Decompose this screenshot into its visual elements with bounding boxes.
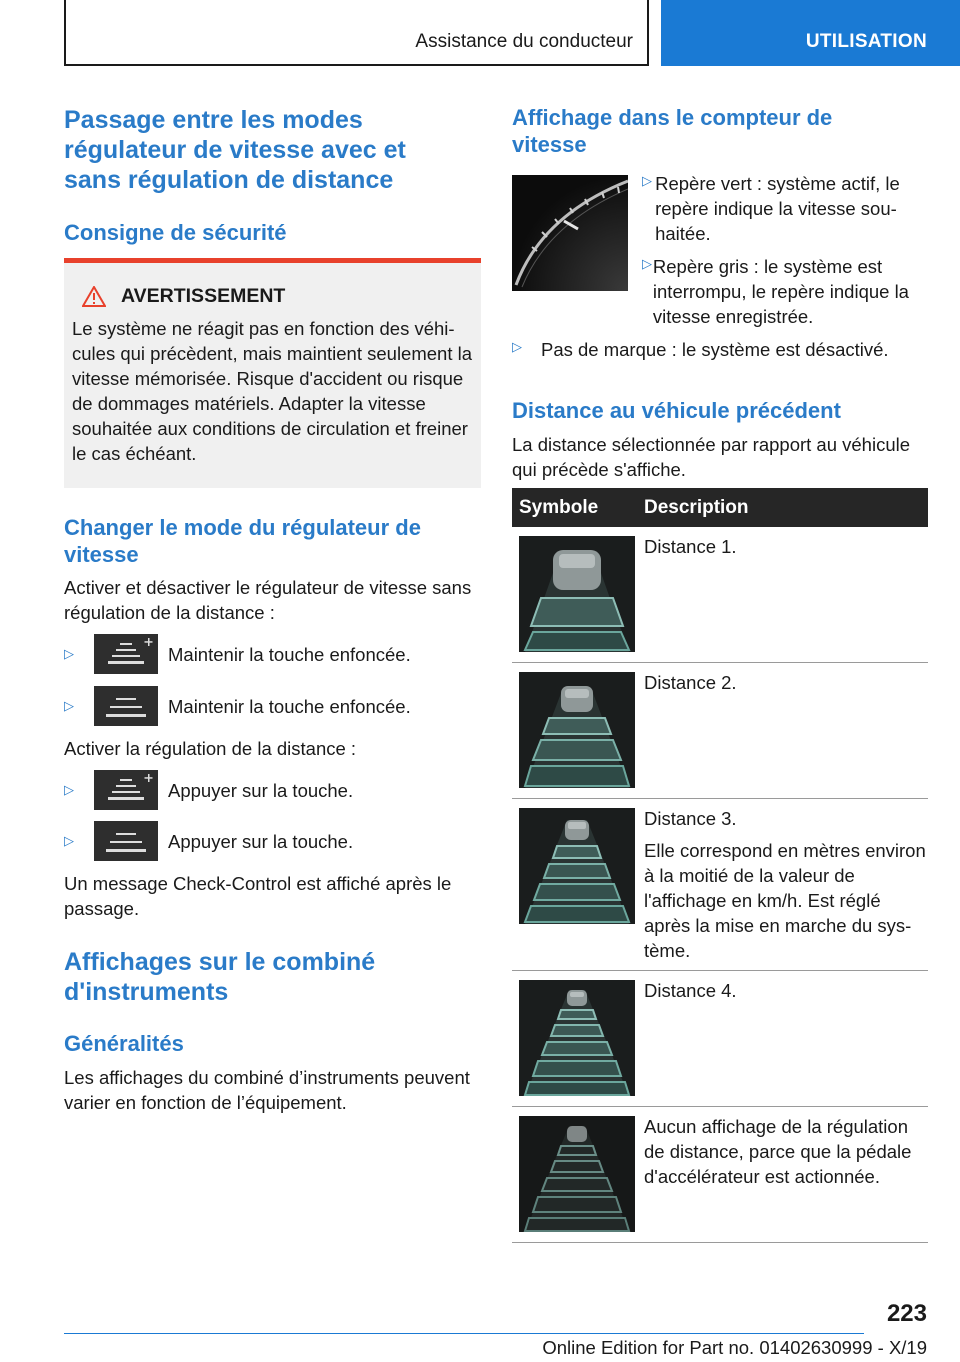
distance-inactive-image bbox=[519, 1116, 635, 1232]
header-section-box bbox=[64, 0, 649, 66]
list-item bbox=[64, 634, 411, 674]
check-control-note: Un message Check-Control est affiché après le passage. bbox=[64, 873, 452, 919]
column-header-symbol: Symbole bbox=[519, 496, 599, 518]
table-row bbox=[512, 663, 928, 799]
table-row bbox=[512, 527, 928, 663]
list-item bbox=[64, 686, 411, 726]
list-item bbox=[512, 337, 928, 362]
table-cell-symbol bbox=[512, 799, 636, 970]
list-item bbox=[64, 821, 353, 861]
footer-divider bbox=[64, 1333, 864, 1334]
triangle-bullet-icon: ▷ bbox=[64, 698, 74, 713]
header-chapter-label: UTILISATION bbox=[805, 31, 927, 52]
speedometer-heading: Affichage dans le compteur de vitesse bbox=[512, 105, 833, 157]
cruise-distance-plus-key-icon bbox=[94, 634, 158, 674]
general-heading: Généralités bbox=[64, 1031, 184, 1056]
warning-text: Le système ne réagit pas en fonction des véhicules qui précèdent, mais maintient seulement la vitesse mémorisée. Risque d'accident ou risque de dommages matériels. Adapter la vitesse souhaitée aux conditions de circulation et freiner le cas échéant. bbox=[72, 318, 473, 464]
display-heading: Affichages sur le combiné d'instruments bbox=[64, 948, 376, 1006]
table-row bbox=[512, 1107, 928, 1243]
page-header bbox=[0, 0, 960, 66]
hold-key-text: Maintenir la touche enfoncée. bbox=[168, 643, 411, 665]
table-cell-symbol bbox=[512, 971, 636, 1106]
section-title: Passage entre les modes régulateur de vitesse avec et sans régulation de distance bbox=[64, 106, 406, 194]
table-cell-description bbox=[636, 971, 737, 1106]
press-key-text: Appuyer sur la touche. bbox=[168, 830, 354, 852]
footer-edition: Online Edition for Part no. 01402630999 - X/19 bbox=[542, 1337, 927, 1358]
activate-distance-intro: Activer la régulation de la distance : bbox=[64, 738, 357, 759]
press-key-text: Appuyer sur la touche. bbox=[168, 779, 354, 801]
table-cell-description bbox=[636, 527, 737, 662]
change-mode-heading: Changer le mode du régulateur de vitesse bbox=[64, 515, 421, 567]
triangle-bullet-icon: ▷ bbox=[642, 256, 652, 271]
warning-icon bbox=[82, 286, 106, 307]
grey-mark-text: Repère gris : le système est interrompu, le repère indique la vitesse enregistrée. bbox=[652, 256, 909, 327]
table-cell-symbol bbox=[512, 663, 636, 798]
distance-note: Elle correspond en mètres environ à la moitié de la valeur de l'affichage en km/h. Est réglé après la mise en marche du système. bbox=[644, 840, 926, 961]
green-mark-text: Repère vert : système actif, le repère indique la vitesse souhaitée. bbox=[655, 173, 900, 244]
triangle-bullet-icon: ▷ bbox=[64, 833, 74, 848]
triangle-bullet-icon: ▷ bbox=[642, 173, 652, 188]
list-item bbox=[64, 770, 353, 810]
distance-heading: Distance au véhicule précédent bbox=[512, 398, 841, 423]
list-item bbox=[642, 254, 928, 329]
triangle-bullet-icon: ▷ bbox=[64, 782, 74, 797]
table-header bbox=[512, 488, 928, 527]
safety-heading: Consigne de sécurité bbox=[64, 220, 287, 245]
general-text: Les affichages du combiné d’instruments peuvent varier en fonction de l’équipement. bbox=[64, 1067, 470, 1113]
distance-4-image bbox=[519, 980, 635, 1096]
distance-intro: La distance sélectionnée par rapport au véhicule qui précède s'affiche. bbox=[512, 434, 911, 480]
list-item bbox=[642, 171, 928, 246]
warning-box bbox=[64, 258, 481, 488]
distance-description: Distance 2. bbox=[644, 672, 737, 693]
table-cell-description bbox=[636, 799, 928, 970]
table-cell-description bbox=[636, 663, 737, 798]
cruise-distance-plus-key-icon bbox=[94, 770, 158, 810]
distance-description: Aucun affichage de la régulation de distance, parce que la pédale d'accélérateur est actionnée. bbox=[644, 1116, 912, 1187]
triangle-bullet-icon: ▷ bbox=[64, 646, 74, 661]
distance-description: Distance 1. bbox=[644, 536, 737, 557]
warning-title bbox=[82, 285, 473, 308]
table-cell-description bbox=[636, 1107, 928, 1242]
warning-title-text: AVERTISSEMENT bbox=[121, 285, 286, 307]
table-row bbox=[512, 971, 928, 1107]
hold-key-text: Maintenir la touche enfoncée. bbox=[168, 695, 411, 717]
table-cell-symbol bbox=[512, 1107, 636, 1242]
distance-2-image bbox=[519, 672, 635, 788]
table-cell-symbol bbox=[512, 527, 636, 662]
cruise-key-icon bbox=[94, 686, 158, 726]
column-header-description: Description bbox=[644, 496, 749, 518]
no-mark-text: Pas de marque : le système est désactivé. bbox=[541, 339, 889, 360]
distance-1-image bbox=[519, 536, 635, 652]
header-section-title: Assistance du conducteur bbox=[415, 31, 633, 52]
distance-description: Distance 4. bbox=[644, 980, 737, 1001]
triangle-bullet-icon: ▷ bbox=[512, 339, 522, 354]
distance-3-image bbox=[519, 808, 635, 924]
page-number: 223 bbox=[886, 1300, 927, 1327]
distance-description: Distance 3. bbox=[644, 808, 737, 829]
change-mode-intro: Activer et désactiver le régulateur de vitesse sans régulation de la distance : bbox=[64, 577, 472, 623]
table-row bbox=[512, 799, 928, 971]
speedometer-image bbox=[512, 175, 628, 291]
header-chapter-tab bbox=[661, 0, 960, 66]
cruise-key-icon bbox=[94, 821, 158, 861]
distance-table bbox=[512, 488, 928, 1243]
